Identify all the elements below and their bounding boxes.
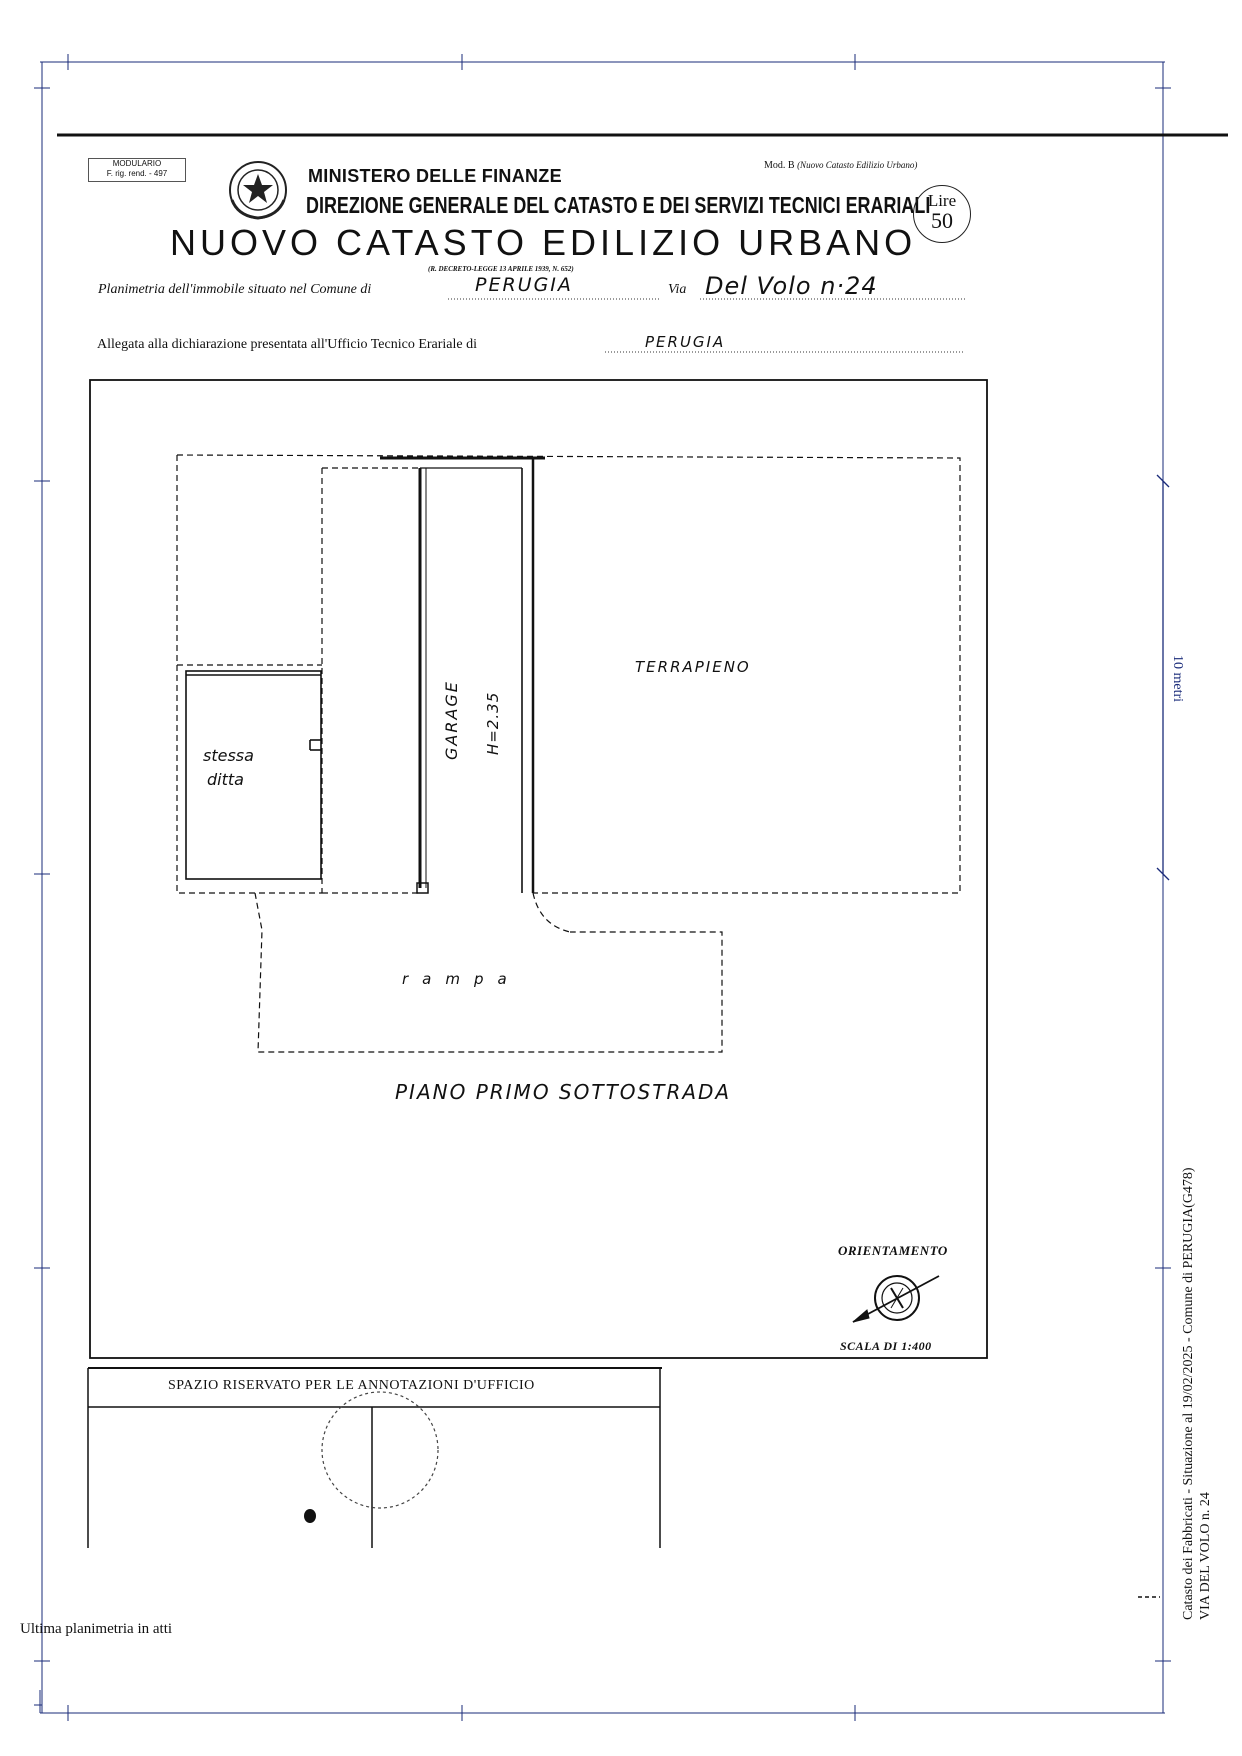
comune-value: PERUGIA <box>475 274 573 296</box>
side-caption: Catasto dei Fabbricati - Situazione al 19/02/2025 - Comune di PERUGIA(G478) VIA DEL VOLO n. 24 <box>1181 1167 1213 1620</box>
decreto-note: (R. DECRETO-LEGGE 13 APRILE 1939, N. 652) <box>428 265 574 273</box>
stessa-label: stessa <box>203 746 254 765</box>
mod-b-label: Mod. B (Nuovo Catasto Edilizio Urbano) <box>764 160 918 171</box>
annotations-heading: SPAZIO RISERVATO PER LE ANNOTAZIONI D'UFFICIO <box>168 1378 535 1393</box>
ultima-planimetria-note: Ultima planimetria in atti <box>20 1621 173 1637</box>
floor-label: PIANO PRIMO SOTTOSTRADA <box>395 1080 732 1104</box>
document-title: NUOVO CATASTO EDILIZIO URBANO <box>170 222 917 263</box>
via-value: Del Volo n·24 <box>705 272 878 300</box>
emblem-icon <box>230 162 286 218</box>
via-label: Via <box>668 282 687 297</box>
rampa-label: rampa <box>402 970 521 988</box>
ministero-heading: MINISTERO DELLE FINANZE <box>308 166 562 186</box>
ditta-label: ditta <box>207 770 244 789</box>
plan-box <box>90 380 987 1358</box>
lire-stamp: Lire 50 <box>913 185 971 243</box>
direzione-heading: DIREZIONE GENERALE DEL CATASTO E DEI SERVIZI TECNICI ERARIALI <box>306 192 931 218</box>
modulario-label: MODULARIO F. rig. rend. - 497 <box>88 158 186 182</box>
height-label: H=2.35 <box>484 691 502 755</box>
stamp-icon <box>322 1392 438 1508</box>
ink-blot <box>304 1509 316 1523</box>
scale-bar <box>1157 475 1169 880</box>
compass-icon <box>853 1276 939 1322</box>
scale-bar-label: 10 metri <box>1170 655 1185 703</box>
scale-label: SCALA DI 1:400 <box>840 1339 932 1353</box>
planimetria-label: Planimetria dell'immobile situato nel Comune di <box>98 282 372 297</box>
terrapieno-label: TERRAPIENO <box>635 658 751 676</box>
garage-label: GARAGE <box>442 680 461 760</box>
allegata-label: Allegata alla dichiarazione presentata all'Ufficio Tecnico Erariale di <box>97 337 478 352</box>
ufficio-value: PERUGIA <box>645 333 726 351</box>
orientamento-label: ORIENTAMENTO <box>838 1243 948 1258</box>
